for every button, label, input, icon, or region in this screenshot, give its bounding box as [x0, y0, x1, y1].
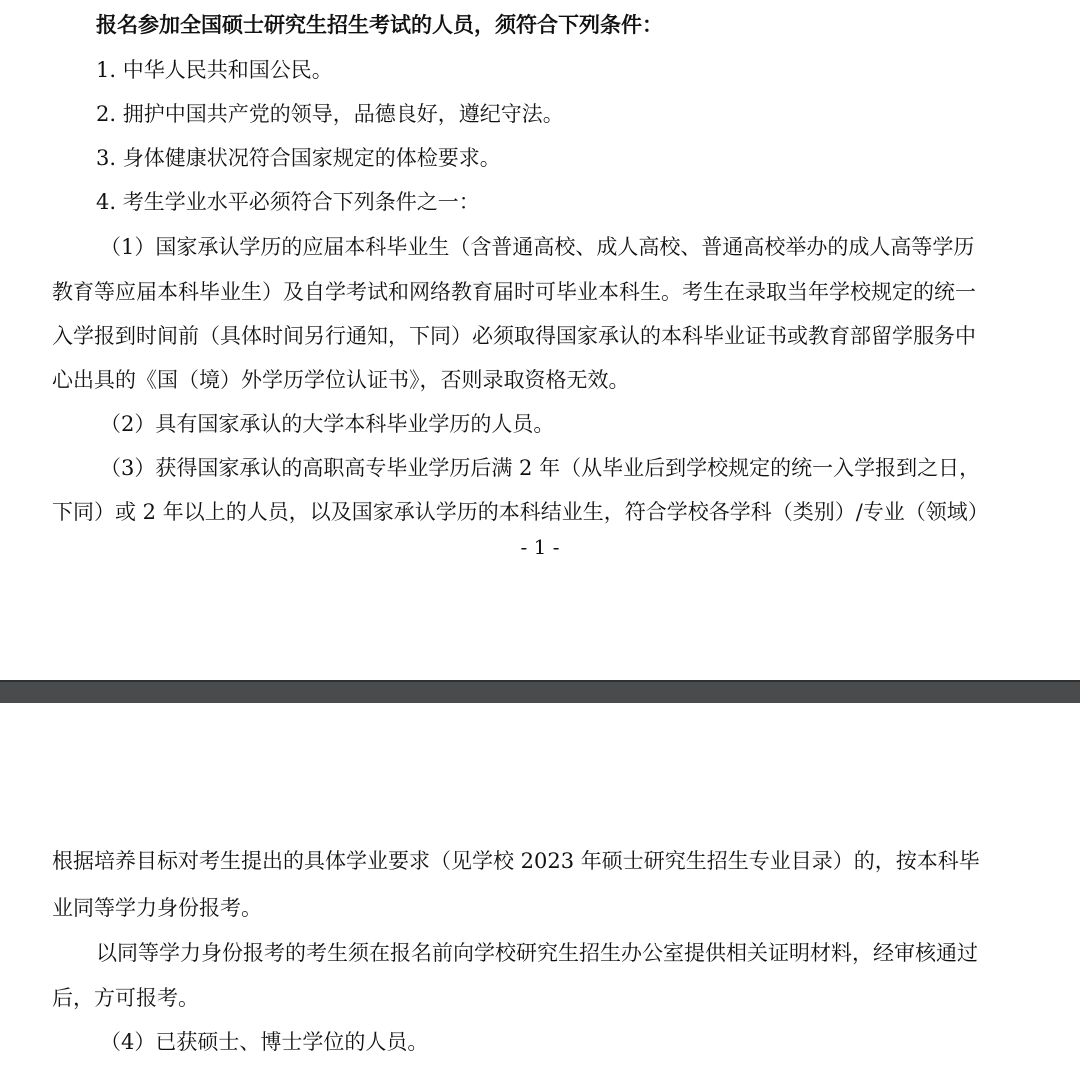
- paragraph-line: 根据培养目标对考生提出的具体学业要求（见学校 2023 年硕士研究生招生专业目录）的，按本科毕: [52, 849, 980, 873]
- paragraph-line: 业同等学力身份报考。: [52, 896, 262, 920]
- page-separator: [0, 680, 1080, 703]
- page-number: - 1 -: [520, 535, 560, 559]
- paragraph-line: 心出具的《国（境）外学历学位认证书》，否则录取资格无效。: [52, 368, 630, 392]
- paragraph-line: 入学报到时间前（具体时间另行通知，下同）必须取得国家承认的本科毕业证书或教育部留学服务中: [52, 324, 976, 348]
- document-page-2: [0, 703, 1080, 1070]
- paragraph-line: 4. 考生学业水平必须符合下列条件之一：: [96, 190, 480, 214]
- paragraph-line: 1. 中华人民共和国公民。: [96, 58, 333, 82]
- paragraph-line: （2）具有国家承认的大学本科毕业学历的人员。: [100, 412, 555, 436]
- paragraph-line: 下同）或 2 年以上的人员，以及国家承认学历的本科结业生，符合学校各学科（类别）/专业（领域）: [52, 500, 989, 524]
- paragraph-line: 后，方可报考。: [52, 986, 199, 1010]
- paragraph-line: 教育等应届本科毕业生）及自学考试和网络教育届时可毕业本科生。考生在录取当年学校规定的统一: [52, 280, 976, 304]
- paragraph-line: （4）已获硕士、博士学位的人员。: [100, 1030, 429, 1054]
- eligibility-heading: 报名参加全国硕士研究生招生考试的人员，须符合下列条件：: [96, 12, 663, 37]
- paragraph-line: 2. 拥护中国共产党的领导，品德良好，遵纪守法。: [96, 102, 564, 126]
- paragraph-line: （3）获得国家承认的高职高专毕业学历后满 2 年（从毕业后到学校规定的统一入学报到之日，: [100, 456, 981, 480]
- paragraph-line: 3. 身体健康状况符合国家规定的体检要求。: [96, 146, 501, 170]
- paragraph-line: 以同等学力身份报考的考生须在报名前向学校研究生招生办公室提供相关证明材料，经审核通过: [96, 941, 978, 965]
- paragraph-line: （1）国家承认学历的应届本科毕业生（含普通高校、成人高校、普通高校举办的成人高等学历: [100, 235, 975, 259]
